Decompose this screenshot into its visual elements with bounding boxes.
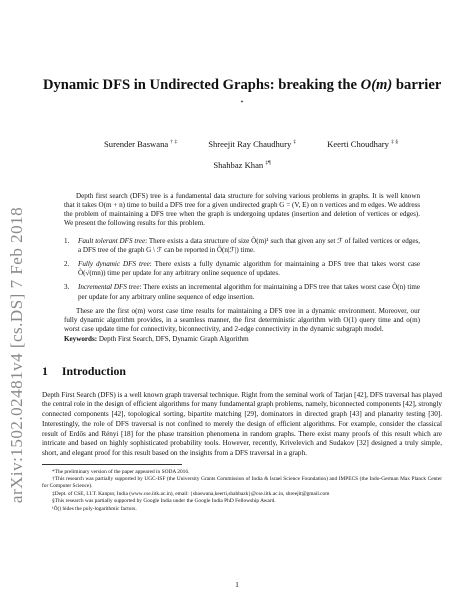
title-math: O(m) — [360, 77, 393, 93]
results-list — [64, 237, 420, 302]
abstract-closing: These are the first o(m) worst case time results for maintaining a DFS tree in a dynamic environment. Moreover, our fully dynamic algorithm provides, in a seamless manner, the first deterministic algorithm with O(1) query time and o(m) worst case update time for connectivity, biconnectivity, and 2-edge connectivity in the dynamic subgraph model. — [64, 306, 420, 334]
abstract — [64, 192, 420, 344]
author: Keerti Choudhary ‡ § — [327, 138, 398, 149]
section-heading — [42, 364, 442, 379]
title-text-end: barrier — [392, 77, 442, 93]
title-footnote-mark: * — [240, 100, 244, 106]
footnote-divider — [42, 464, 182, 465]
page-number: 1 — [235, 580, 239, 589]
footnotes — [42, 469, 442, 513]
result-item: 3. Incremental DFS tree: There exists an incremental algorithm for maintaining a DFS tree that takes worst case Õ(n) time per update for any arbitrary online sequence of edge insertion. — [64, 283, 421, 301]
keywords: Keywords: Depth First Search, DFS, Dynamic Graph Algorithm — [64, 334, 249, 343]
result-item: 2. Fully dynamic DFS tree: There exists a fully dynamic algorithm for maintaining a DFS tree that takes worst case Õ(√(mn)) time per update for any arbitrary online sequence of updates. — [64, 260, 421, 278]
paper-title — [42, 76, 442, 115]
section-number: 1 — [42, 363, 48, 378]
abstract-intro: Depth first search (DFS) tree is a fundamental data structure for solving various problems in graphs. It is well known that it takes O(m + n) time to build a DFS tree for a given undirected graph G = (V, E) on n vertices and m edges. We address the problem of maintaining a DFS tree when the graph is undergoing updates (insertion and deletion of vertices or edges). We present the following results for this problem. — [64, 191, 420, 228]
section-title: Introduction — [61, 363, 126, 378]
author: Shahbaz Khan ‡¶ — [213, 159, 271, 170]
footnote: §This research was partially supported by Google India under the Google India PhD Fellowship Award. — [52, 498, 276, 505]
title-text: Dynamic DFS in Undirected Graphs: breaking the — [42, 77, 361, 93]
footnote: *The preliminary version of the paper appeared in SODA 2016. — [52, 468, 190, 475]
author: Shreejit Ray Chaudhury ‡ — [208, 138, 297, 149]
intro-paragraph: Depth First Search (DFS) is a well known graph traversal technique. Right from the seminal work of Tarjan [42], DFS traversal has played the central role in the design of efficient algorithms for many fundamental graph problems, namely, biconnected components [42], strongly connected components [42], topological sorting, bipartite matching [29], dominators in directed graph [43] and planarity testing [30]. Interestingly, the role of DFS traversal is not confined to merely the design of efficient algorithms. For example, consider the classical result of Erdős and Rényi [18] for the phase transition phenomena in random graphs. There exist many proofs of this result which are intricate and based on highly sophisticated probability tools. However, recently, Krivelevich and Sudakov [32] designed a truly simple, short, and elegant proof for this result based on the insights from a DFS traversal in a graph. — [42, 390, 442, 457]
author-list — [104, 139, 398, 149]
footnote: †This research was partially supported by UGC-ISF (the University Grants Commission of India & Israel Science Foundation) and IMPECS (the Indo-German Max Planck Center for Computer Science). — [42, 476, 442, 490]
footnote: ¹Õ() hides the poly-logarithmic factors. — [52, 505, 137, 512]
result-item: 1. Fault tolerant DFS tree: There exists a data structure of size Õ(m)¹ such that given any set ℱ of failed vertices or edges, a DFS tree of the graph G \ ℱ can be reported in Õ(n|ℱ|) time. — [64, 236, 420, 254]
author: Surender Baswana † ‡ — [104, 138, 178, 149]
footnote: ‡Dept. of CSE, I.I.T. Kanpur, India (www.cse.iitk.ac.in), email: {sbaswana,keerti,shahbazk}@cse.iitk.ac.in, shreejit@gmail.com — [52, 490, 330, 497]
arxiv-identifier: arXiv:1502.02481v4 [cs.DS] 7 Feb 2018 — [7, 206, 26, 504]
arxiv-stamp — [6, 170, 28, 540]
page-content — [42, 76, 442, 513]
